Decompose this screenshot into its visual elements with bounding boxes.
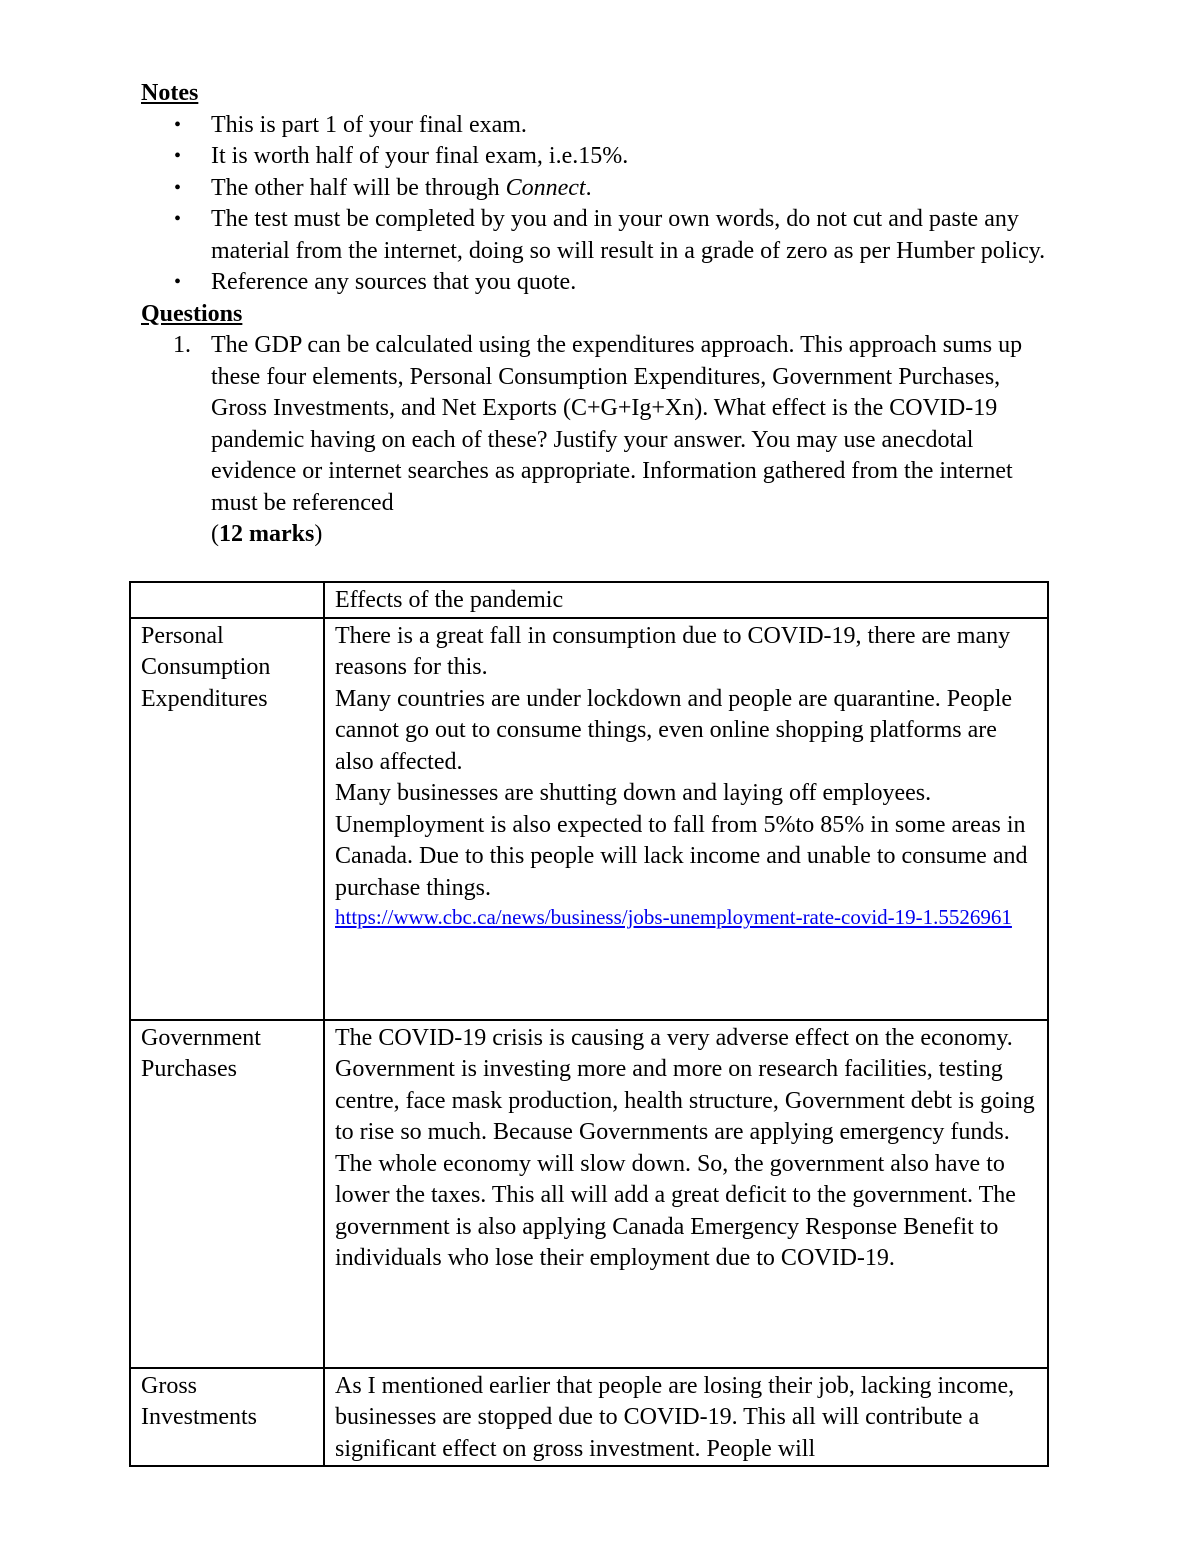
- list-item: [141, 267, 1061, 299]
- bullet-icon: •: [174, 271, 182, 293]
- table-row: [130, 1020, 1048, 1368]
- row-label: Gross Investments: [130, 1368, 324, 1467]
- list-item: [141, 141, 1061, 173]
- notes-heading: Notes: [141, 80, 199, 106]
- question-number: 1.: [173, 332, 191, 358]
- note-text: It is worth half of your final exam, i.e.15%.: [211, 143, 629, 169]
- header-cell-effects: Effects of the pandemic: [324, 582, 1048, 618]
- list-item: [141, 204, 1061, 267]
- connect-name: Connect: [505, 174, 586, 201]
- table-row: [130, 1368, 1048, 1467]
- list-item: [141, 110, 1061, 142]
- note-text-end: .: [585, 174, 592, 201]
- paragraph: There is a great fall in consumption due to COVID-19, there are many reasons for this.: [335, 622, 1011, 680]
- table-row: [130, 618, 1048, 1020]
- notes-list: [141, 110, 1061, 299]
- bullet-icon: •: [174, 208, 182, 230]
- list-item: [141, 173, 1061, 205]
- question-text: The GDP can be calculated using the expenditures approach. This approach sums up these four elements, Personal Consumption Expenditures, Government Purchases, Gross Investments, and Net Exports (C+G+Ig+Xn). What effect is the COVID-19 pandemic having on each of these? Justify your answer. You may use anecdotal evidence or internet searches as appropriate. Information gathered from the internet must be referenced: [211, 332, 1023, 516]
- document-body: [141, 78, 1061, 551]
- note-text: The test must be completed by you and in your own words, do not cut and paste any material from the internet, doing so will result in a grade of zero as per Humber policy.: [211, 206, 1046, 264]
- paragraph: The COVID-19 crisis is causing a very adverse effect on the economy. Government is investing more and more on research facilities, testing centre, face mask production, health structure, Government debt is going to rise so much. Because Governments are applying emergency funds. The whole economy will slow down. So, the government also have to lower the taxes. This all will add a great deficit to the government. The government is also applying Canada Emergency Response Benefit to individuals who lose their employment due to COVID-19.: [335, 1024, 1035, 1271]
- bullet-icon: •: [174, 145, 182, 167]
- note-text: The other half will be through: [211, 174, 506, 201]
- paragraph: Many businesses are shutting down and laying off employees. Unemployment is also expected to fall from 5%to 85% in some areas in Canada. Due to this people will lack income and unable to consume and purchase things.: [335, 780, 1028, 901]
- row-label: Government Purchases: [130, 1020, 324, 1368]
- table-header-row: [130, 582, 1048, 618]
- effects-table: [129, 581, 1049, 1467]
- question-1: [141, 330, 1061, 551]
- questions-heading: Questions: [141, 300, 243, 327]
- marks-close: ): [314, 521, 323, 547]
- paragraph: As I mentioned earlier that people are losing their job, lacking income, businesses are stopped due to COVID-19. This all will contribute a significant effect on gross investment. People will: [335, 1372, 1015, 1462]
- row-content: [324, 1020, 1048, 1368]
- note-text: This is part 1 of your final exam.: [211, 111, 527, 138]
- note-text: Reference any sources that you quote.: [211, 269, 577, 295]
- bullet-icon: •: [174, 113, 182, 136]
- row-content: [324, 618, 1048, 1020]
- cbc-reference-link[interactable]: https://www.cbc.ca/news/business/jobs-unemployment-rate-covid-19-1.5526961: [335, 905, 1012, 929]
- marks-open: (: [211, 521, 219, 547]
- question-marks: 12 marks: [219, 521, 315, 547]
- header-cell-empty: [130, 582, 324, 618]
- bullet-icon: •: [174, 176, 182, 199]
- row-label: Personal Consumption Expenditures: [130, 618, 324, 1020]
- row-content: [324, 1368, 1048, 1467]
- paragraph: Many countries are under lockdown and people are quarantine. People cannot go out to consume things, even online shopping platforms are also affected.: [335, 685, 1013, 775]
